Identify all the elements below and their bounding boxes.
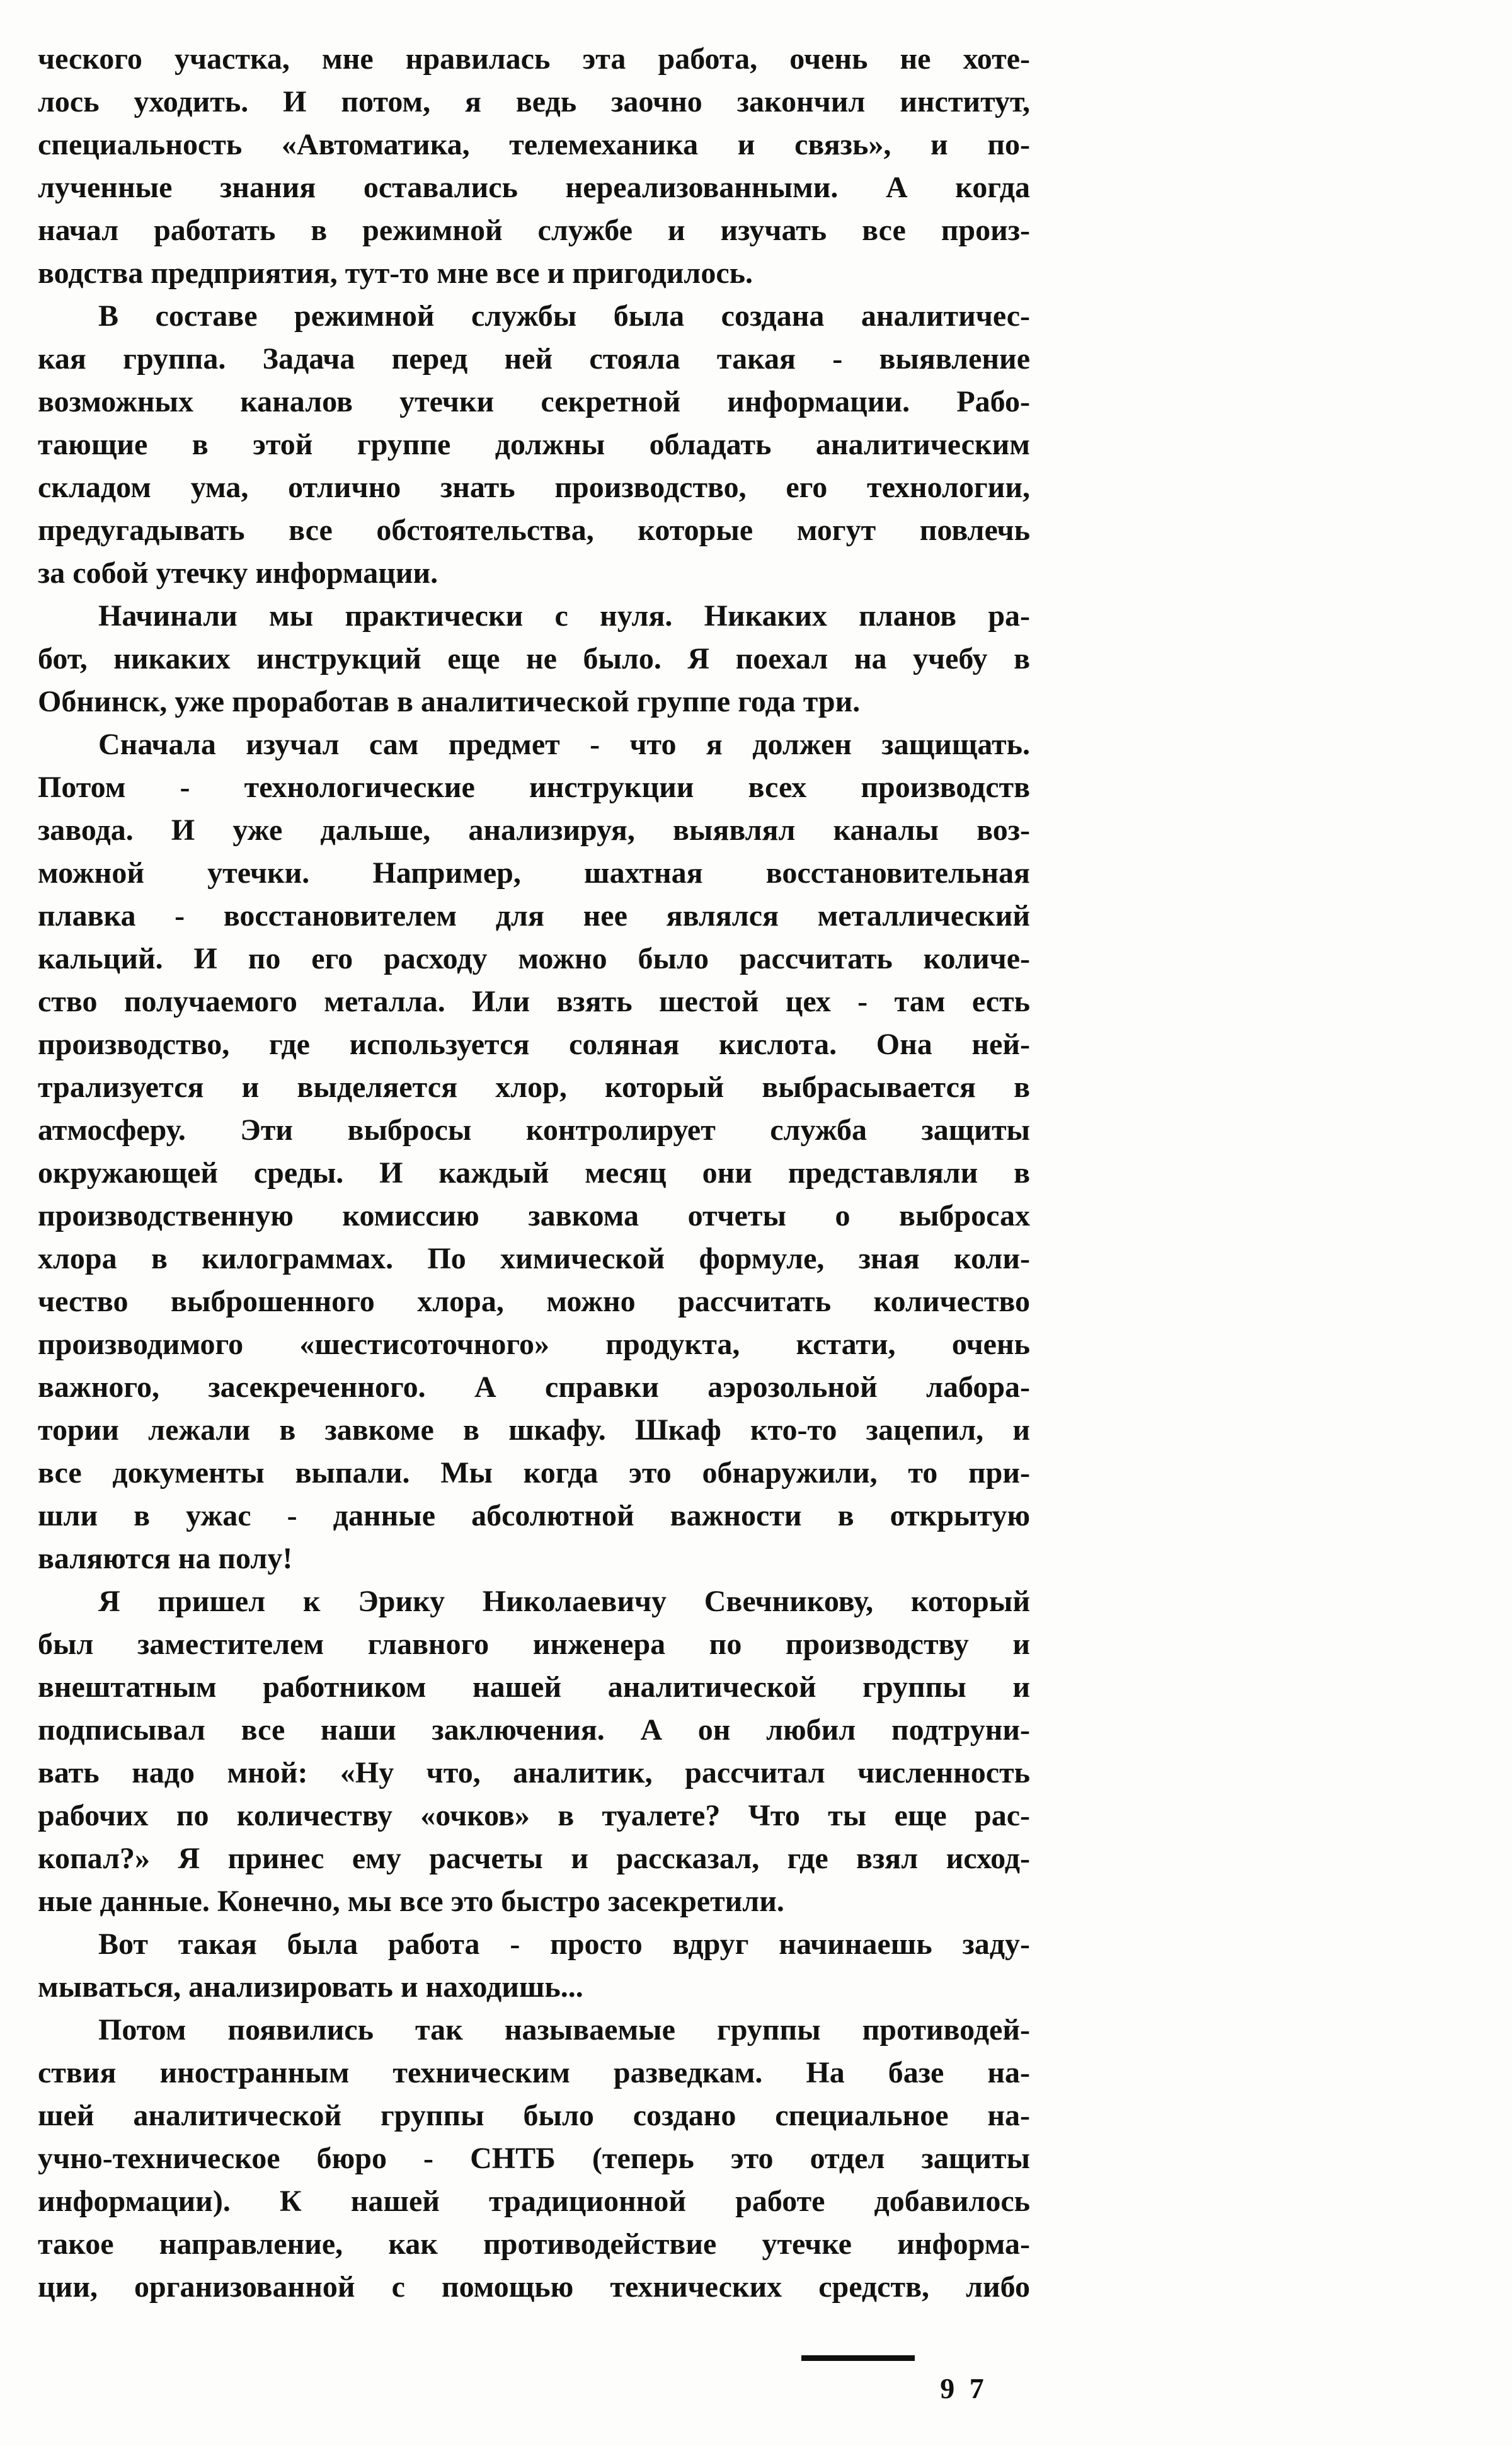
paragraph [38, 1580, 1030, 1923]
text-line: Начинали мы практически с нуля. Никаких планов ра- [98, 599, 1030, 633]
text-line: внештатным работником нашей аналитической группы и [38, 1670, 1030, 1704]
text-line: лось уходить. И потом, я ведь заочно закончил институт, [38, 85, 1030, 118]
text-line: все документы выпали. Мы когда это обнаружили, то при- [38, 1456, 1030, 1490]
text-line: Обнинск, уже проработав в аналитической группе года три. [38, 685, 861, 718]
text-line: возможных каналов утечки секретной информации. Рабо- [38, 385, 1030, 418]
text-line: начал работать в режимной службе и изучать все произ- [38, 214, 1030, 247]
text-line: производственную комиссию завкома отчеты о выбросах [38, 1199, 1030, 1232]
text-line: копал?» Я принес ему расчеты и рассказал, где взял исход- [38, 1842, 1030, 1875]
text-line: завода. И уже дальше, анализируя, выявлял каналы воз- [38, 813, 1030, 847]
text-line: важного, засекреченного. А справки аэрозольной лабора- [38, 1370, 1030, 1404]
text-line: учно-техническое бюро - СНТБ (теперь это отдел защиты [38, 2142, 1030, 2175]
footer-rule [801, 2355, 915, 2361]
paragraph [38, 2009, 1030, 2309]
text-line: плавка - восстановителем для нее являлся металлический [38, 899, 1030, 933]
paragraph [38, 295, 1030, 595]
text-line: мываться, анализировать и находишь... [38, 1970, 583, 2004]
text-line: кая группа. Задача перед ней стояла такая - выявление [38, 342, 1030, 376]
text-line: специальность «Автоматика, телемеханика и связь», и по- [38, 128, 1030, 161]
text-line: валяются на полу! [38, 1542, 293, 1575]
paragraph [38, 595, 1030, 723]
text-line: атмосферу. Эти выбросы контролирует служба защиты [38, 1113, 1030, 1147]
text-line: лученные знания оставались нереализованными. А когда [38, 171, 1030, 204]
paragraph [38, 723, 1030, 1580]
text-line: В составе режимной службы была создана аналитичес- [98, 299, 1030, 333]
text-line: рабочих по количеству «очков» в туалете? Что ты еще рас- [38, 1799, 1030, 1832]
text-line: чество выброшенного хлора, можно рассчитать количество [38, 1285, 1030, 1318]
text-line: хлора в килограммах. По химической формуле, зная коли- [38, 1242, 1030, 1275]
text-line: за собой утечку информации. [38, 556, 438, 590]
text-line: водства предприятия, тут-то мне все и пригодилось. [38, 256, 753, 290]
text-line: тающие в этой группе должны обладать аналитическим [38, 428, 1030, 461]
text-line: такое направление, как противодействие утечке информа- [38, 2227, 1030, 2261]
body-text [38, 38, 1030, 2309]
text-line: тории лежали в завкоме в шкафу. Шкаф кто-то зацепил, и [38, 1413, 1030, 1447]
text-line: Потом появились так называемые группы противодей- [98, 2013, 1030, 2047]
text-line: ствия иностранным техническим разведкам. На базе на- [38, 2056, 1030, 2089]
text-line: Потом - технологические инструкции всех производств [38, 771, 1030, 804]
text-line: окружающей среды. И каждый месяц они представляли в [38, 1156, 1030, 1190]
text-line: подписывал все наши заключения. А он любил подтруни- [38, 1713, 1030, 1747]
page-number: 9 7 [940, 2372, 988, 2404]
text-line: шли в ужас - данные абсолютной важности в открытую [38, 1499, 1030, 1532]
paragraph [38, 1923, 1030, 2009]
text-line: информации). К нашей традиционной работе добавилось [38, 2185, 1030, 2218]
text-line: кальций. И по его расходу можно было рассчитать количе- [38, 942, 1030, 975]
text-line: ческого участка, мне нравилась эта работа, очень не хоте- [38, 42, 1030, 76]
text-line: производство, где используется соляная кислота. Она ней- [38, 1028, 1030, 1061]
text-line: шей аналитической группы было создано специальное на- [38, 2099, 1030, 2132]
text-line: ные данные. Конечно, мы все это быстро засекретили. [38, 1885, 784, 1918]
text-line: ции, организованной с помощью технических средств, либо [38, 2270, 1030, 2304]
paragraph [38, 38, 1030, 295]
text-line: трализуется и выделяется хлор, который выбрасывается в [38, 1071, 1030, 1104]
text-line: предугадывать все обстоятельства, которые могут повлечь [38, 514, 1030, 547]
text-line: Я пришел к Эрику Николаевичу Свечникову, который [98, 1585, 1030, 1618]
text-line: был заместителем главного инженера по производству и [38, 1628, 1030, 1661]
text-line: складом ума, отлично знать производство, его технологии, [38, 471, 1030, 504]
text-line: Сначала изучал сам предмет - что я должен защищать. [98, 728, 1030, 761]
text-line: производимого «шестисоточного» продукта, кстати, очень [38, 1328, 1030, 1361]
text-line: ство получаемого металла. Или взять шестой цех - там есть [38, 985, 1030, 1018]
text-line: можной утечки. Например, шахтная восстановительная [38, 856, 1030, 890]
text-line: Вот такая была работа - просто вдруг начинаешь заду- [98, 1927, 1030, 1961]
text-line: бот, никаких инструкций еще не было. Я поехал на учебу в [38, 642, 1030, 675]
text-line: вать надо мной: «Ну что, аналитик, рассчитал численность [38, 1756, 1030, 1789]
